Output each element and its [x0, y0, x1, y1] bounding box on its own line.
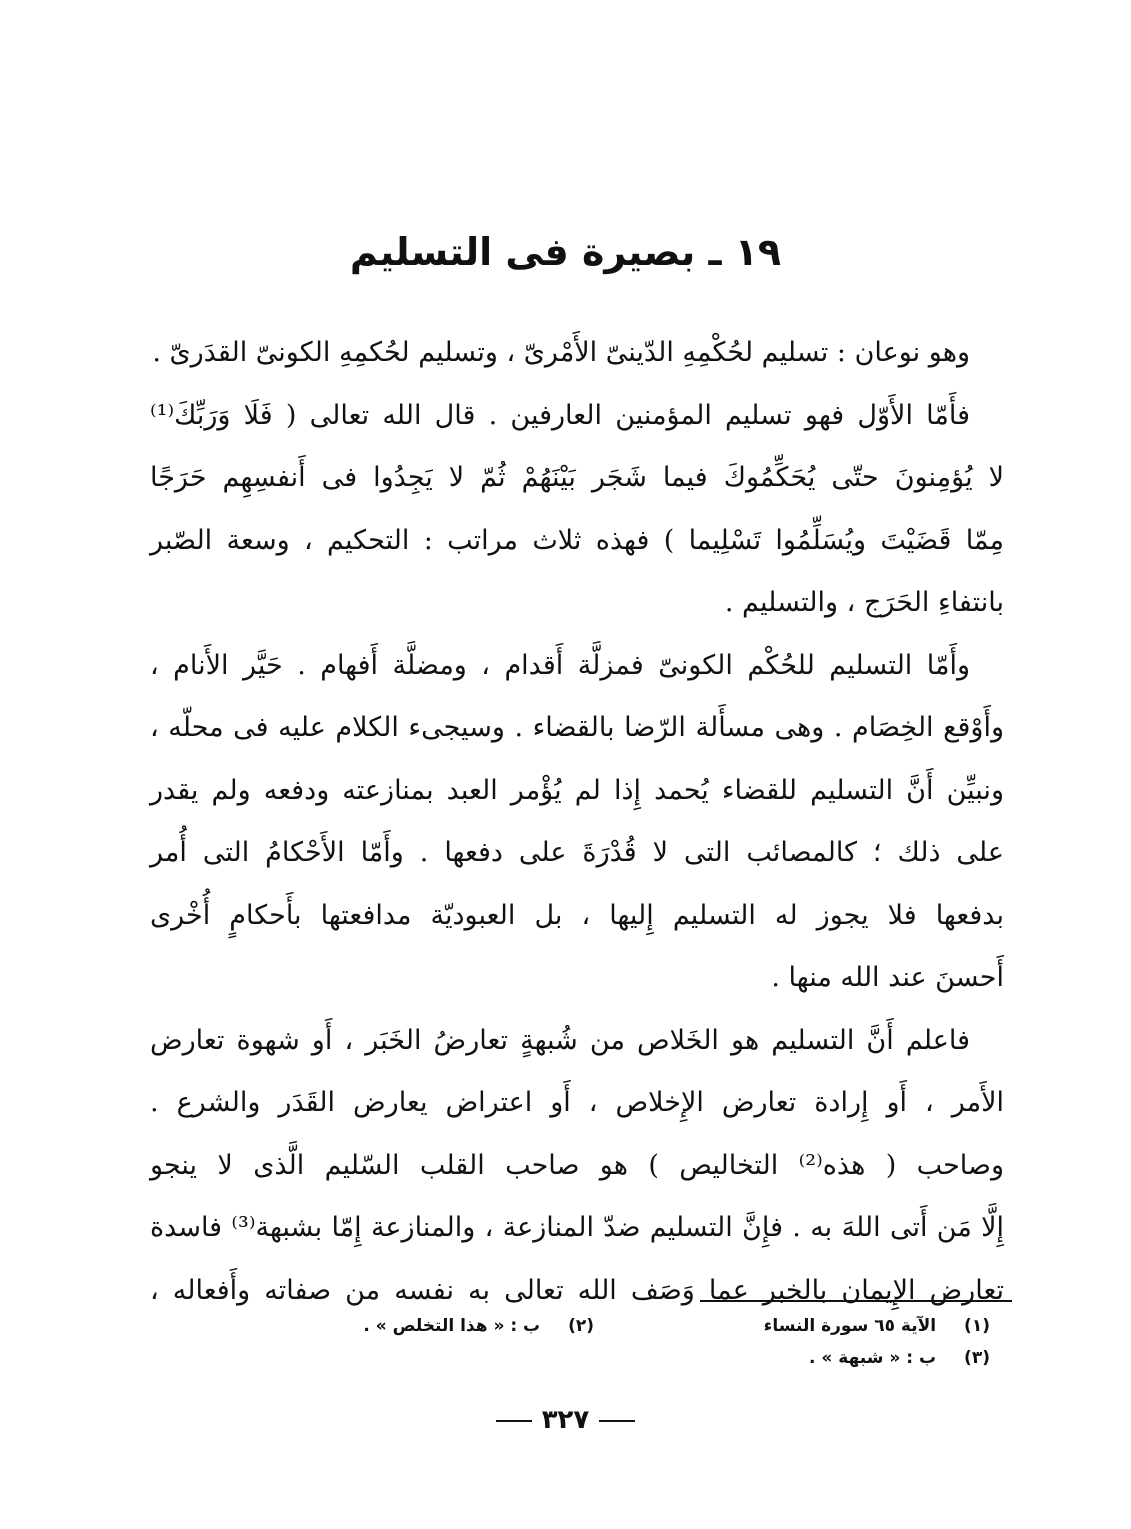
footnote-1 — [600, 1310, 990, 1342]
footnote-text: ب : « هذا التخلص » . — [363, 1316, 541, 1336]
text-line: لا يُؤمِنونَ حتّى يُحَكِّمُوكَ فيما شَجَر بَيْنَهُمْ ثُمّ لا يَجِدُوا فى أَنفسِهِم حَرَجًا — [150, 462, 1004, 493]
footnote-2 — [204, 1310, 594, 1342]
footnote-number: (٣) — [964, 1348, 990, 1368]
footnotes — [150, 1310, 990, 1374]
page-number: ٣٢٧ — [541, 1405, 590, 1435]
footnote-row — [150, 1342, 990, 1374]
text-line: إِلَّا مَن أَتى اللهَ به . فإِنَّ التسليم ضدّ المنازعة ، والمنازعة إِمّا بشبهة⁽³⁾ فاسدة — [150, 1212, 1004, 1243]
footnote-divider — [700, 1300, 1012, 1302]
text-line: على ذلك ؛ كالمصائب التى لا قُدْرَةَ على دفعها . وأَمّا الأَحْكامُ التى أُمر — [150, 837, 1004, 868]
footnote-number: (٢) — [568, 1316, 595, 1336]
footnote-number: (١) — [964, 1316, 990, 1336]
text-line: أَحسنَ عند الله منها . — [771, 962, 1004, 993]
text-line: وهو نوعان : تسليم لحُكْمِهِ الدّينىّ الأَمْرىّ ، وتسليم لحُكمِهِ الكونىّ القدَرىّ . — [152, 337, 970, 368]
text-line: فأَمّا الأَوّل فهو تسليم المؤمنين العارفين . قال الله تعالى ( فَلَا وَرَبِّكَ⁽¹⁾ — [150, 399, 970, 431]
footnote-text: الآية ٦٥ سورة النساء — [763, 1316, 937, 1336]
text-line: بانتفاءِ الحَرَج ، والتسليم . — [724, 587, 1004, 618]
footnote-text: ب : « شبهة » . — [808, 1348, 937, 1368]
section-title: ١٩ ـ بصيرة فى التسليم — [349, 230, 782, 274]
footnote-row — [150, 1310, 990, 1342]
dash-right — [496, 1420, 532, 1422]
text-line: وأَمّا التسليم للحُكْم الكونىّ فمزلَّة أَقدام ، ومضلَّة أَفهام . حَيَّر الأَنام ، — [150, 649, 970, 681]
page-number-block — [0, 1400, 1131, 1440]
text-line: بدفعها فلا يجوز له التسليم إِليها ، بل العبوديّة مدافعتها بأَحكامٍ أُخْرى — [150, 899, 1004, 931]
text-line: وصاحب ( هذه⁽²⁾ التخاليص ) هو صاحب القلب السّليم الَّذى لا ينجو — [150, 1149, 1004, 1181]
text-line: تعارض الإِيمان بالخبر عما وَصَف الله تعالى به نفسه من صفاته وأَفعاله ، — [150, 1274, 1004, 1306]
dash-left — [599, 1420, 635, 1422]
text-line: وأَوْقع الخِصَام . وهى مسأَلة الرّضا بالقضاء . وسيجىء الكلام عليه فى محلّه ، — [150, 712, 1004, 743]
text-line: مِمّا قَضَيْتَ ويُسَلِّمُوا تَسْلِيما ) فهذه ثلاث مراتب : التحكيم ، وسعة الصّبر — [150, 524, 1004, 556]
text-line: ونبيِّن أَنَّ التسليم للقضاء يُحمد إِذا لم يُؤْمر العبد بمنازعته ودفعه ولم يقدر — [150, 774, 1004, 806]
footnote-3 — [600, 1342, 990, 1374]
text-line: فاعلم أَنَّ التسليم هو الخَلاص من شُبهةٍ تعارضُ الخَبَر ، أَو شهوة تعارض — [150, 1024, 970, 1056]
text-line: الأَمر ، أَو إِرادة تعارض الإِخلاص ، أَو اعتراض يعارض القَدَر والشرع . — [150, 1087, 1004, 1118]
body-text — [150, 322, 1004, 1322]
